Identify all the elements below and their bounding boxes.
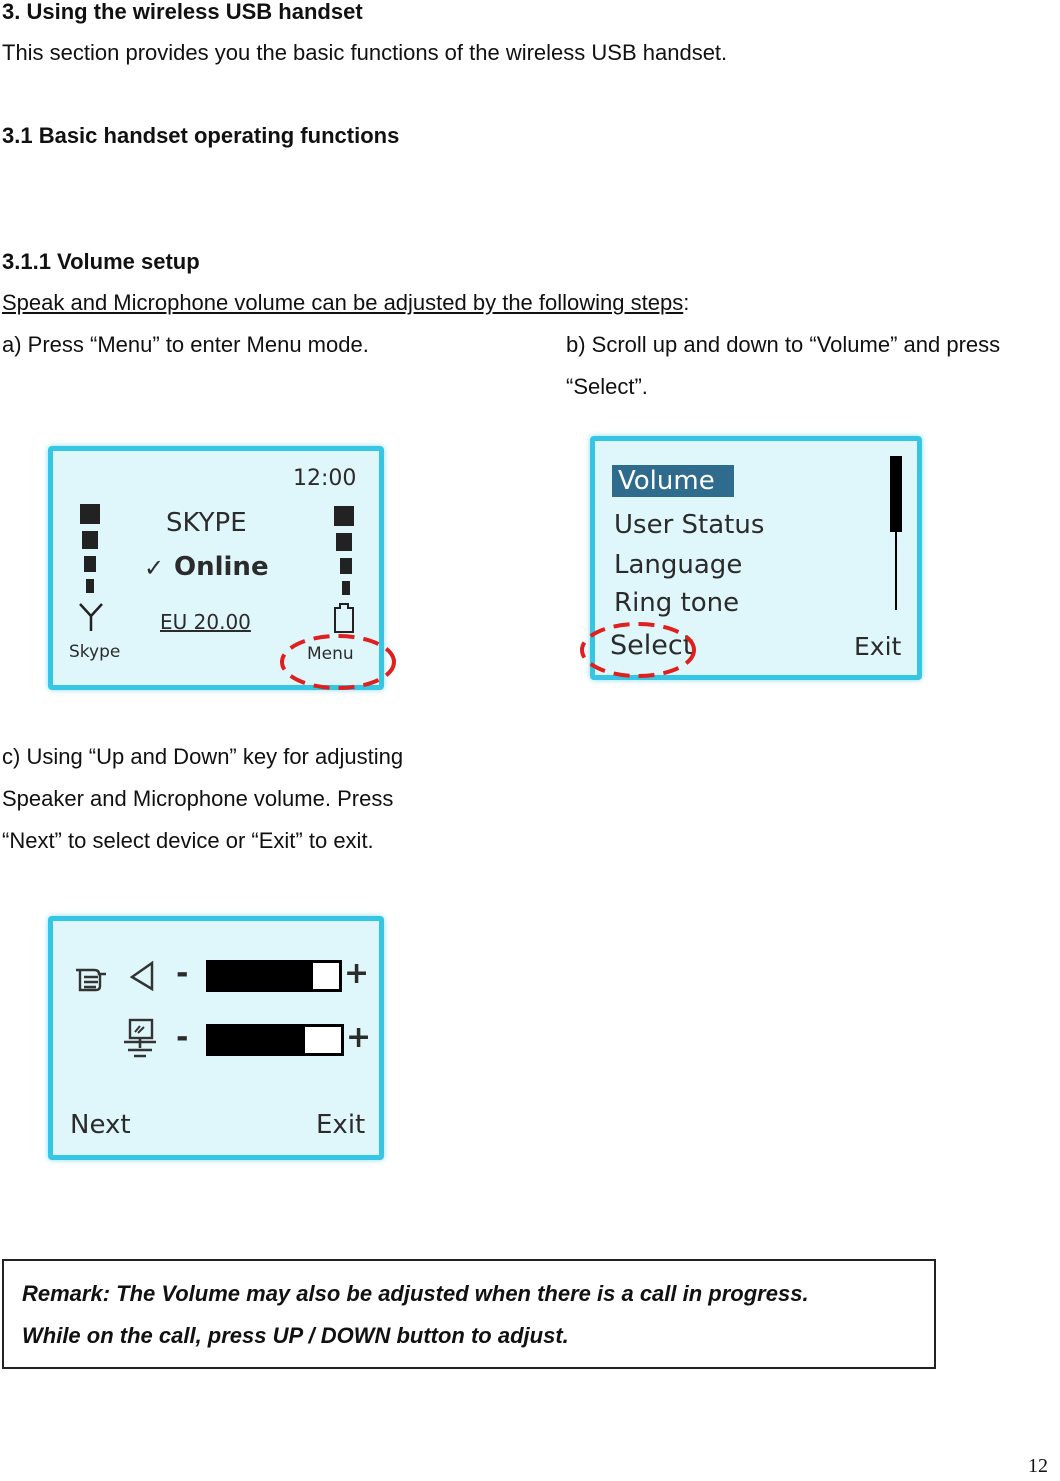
remark-line1: Remark: The Volume may also be adjusted when there is a call in progress. xyxy=(22,1281,809,1306)
menu-highlight-circle xyxy=(276,632,402,698)
softkey-exit[interactable]: Exit xyxy=(854,632,902,661)
signal-strength-icon xyxy=(80,504,102,594)
steps-intro xyxy=(2,290,689,316)
speaker-volume-bar[interactable] xyxy=(206,960,342,992)
speaker-icon xyxy=(128,960,156,992)
menu-item-language[interactable]: Language xyxy=(614,550,743,580)
intro-text: This section provides you the basic functions of the wireless USB handset. xyxy=(2,40,728,65)
menu-item-ring-tone[interactable]: Ring tone xyxy=(614,588,740,618)
mic-volume-minus[interactable]: - xyxy=(176,1020,189,1055)
steps-intro-colon: : xyxy=(683,290,690,315)
softkey-select[interactable]: Select xyxy=(610,630,694,661)
subsubheading: 3.1.1 Volume setup xyxy=(2,249,200,274)
antenna-icon xyxy=(78,602,104,632)
subheading: 3.1 Basic handset operating functions xyxy=(2,123,400,148)
step-c-text-line1: c) Using “Up and Down” key for adjusting xyxy=(2,744,404,769)
microphone-device-icon xyxy=(122,1018,158,1062)
pointing-hand-icon xyxy=(74,960,108,994)
credit-balance: EU 20.00 xyxy=(160,610,251,634)
mic-volume-fill xyxy=(209,1027,305,1053)
page-number: 12 xyxy=(1028,1455,1048,1477)
steps-intro-underlined: Speak and Microphone volume can be adjusted by the following steps xyxy=(2,290,684,315)
speaker-volume-plus[interactable]: + xyxy=(344,956,370,991)
step-a-text: a) Press “Menu” to enter Menu mode. xyxy=(2,332,369,357)
softkey-next[interactable]: Next xyxy=(70,1110,131,1140)
battery-level-icon xyxy=(334,506,358,596)
menu-item-user-status[interactable]: User Status xyxy=(614,510,765,540)
step-c-text-line3: “Next” to select device or “Exit” to exit. xyxy=(2,828,374,853)
softkey-exit-c[interactable]: Exit xyxy=(316,1110,366,1140)
battery-icon xyxy=(332,602,356,634)
step-b-text-line1: b) Scroll up and down to “Volume” and press xyxy=(566,332,1001,357)
screen-c xyxy=(66,938,370,1146)
select-highlight-circle xyxy=(576,620,702,684)
scrollbar-track xyxy=(895,532,897,610)
app-name: SKYPE xyxy=(166,508,247,538)
remark-box xyxy=(2,1259,936,1369)
mic-volume-bar[interactable] xyxy=(206,1024,344,1056)
section-heading: 3. Using the wireless USB handset xyxy=(2,0,363,24)
step-c-text-line2: Speaker and Microphone volume. Press xyxy=(2,786,394,811)
speaker-volume-fill xyxy=(209,963,313,989)
check-icon: ✓ xyxy=(144,554,165,582)
scrollbar-thumb[interactable] xyxy=(890,456,902,532)
online-status: Online xyxy=(174,552,269,582)
softkey-menu: Menu xyxy=(307,644,354,664)
clock-time: 12:00 xyxy=(293,466,357,491)
menu-item-volume[interactable]: Volume xyxy=(618,466,715,496)
softkey-skype: Skype xyxy=(69,642,121,662)
mic-volume-plus[interactable]: + xyxy=(346,1020,372,1055)
step-b-text-line2: “Select”. xyxy=(566,374,648,399)
speaker-volume-minus[interactable]: - xyxy=(176,956,189,991)
remark-line2: While on the call, press UP / DOWN button to adjust. xyxy=(22,1323,569,1348)
